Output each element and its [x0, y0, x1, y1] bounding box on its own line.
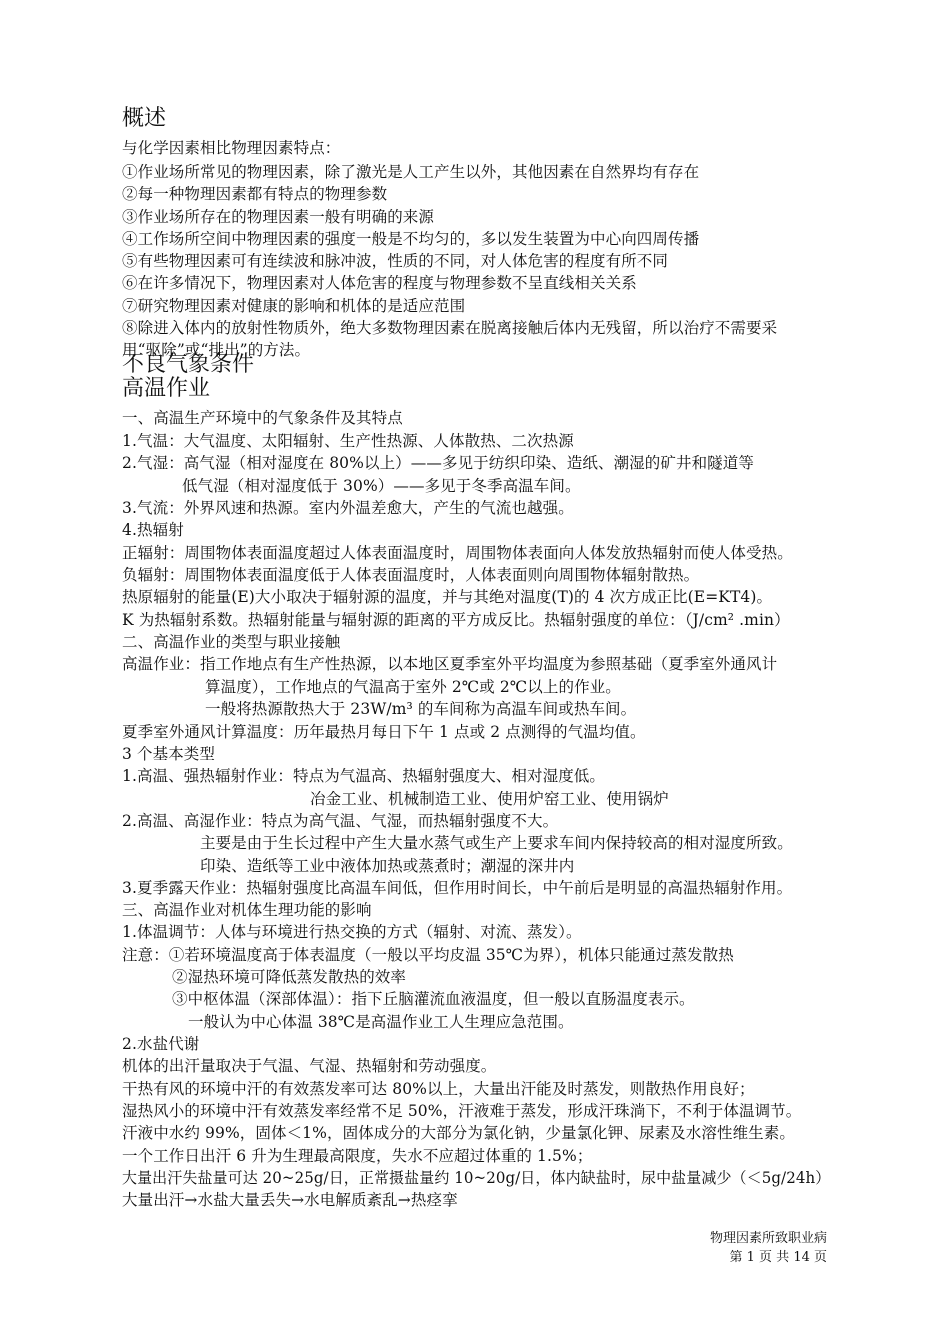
body-line: 夏季室外通风计算温度：历年最热月每日下午 1 点或 2 点测得的气温均值。	[122, 723, 646, 741]
body-line: ②湿热环境可降低蒸发散热的效率	[172, 968, 407, 986]
body-line: 2.水盐代谢	[122, 1035, 200, 1053]
overview-item: ⑧除进入体内的放射性物质外，绝大多数物理因素在脱离接触后体内无残留，所以治疗不需要采	[122, 319, 778, 337]
footer-doc-title: 物理因素所致职业病	[709, 1231, 827, 1246]
body-line: 印染、造纸等工业中液体加热或蒸煮时；潮湿的深井内	[200, 857, 575, 875]
body-line: 1.气温：大气温度、太阳辐射、生产性热源、人体散热、二次热源	[122, 432, 574, 450]
overview-item: ③作业场所存在的物理因素一般有明确的来源	[122, 208, 435, 226]
body-line: 2.气湿：高气湿（相对湿度在 80%以上）——多见于纺织印染、造纸、潮湿的矿井和隧道等	[122, 454, 754, 472]
body-line: 2.高温、高湿作业：特点为高气温、气湿，而热辐射强度不大。	[122, 812, 559, 830]
overview-item: 用“驱除”或“排出”的方法。	[122, 341, 311, 359]
body-line: 低气湿（相对湿度低于 30%）——多见于冬季高温车间。	[182, 477, 581, 495]
body-line: 负辐射：周围物体表面温度低于人体表面温度时，人体表面则向周围物体辐射散热。	[122, 566, 700, 584]
body-line: 高温作业：指工作地点有生产性热源，以本地区夏季室外平均温度为参照基础（夏季室外通风计	[122, 655, 778, 673]
overview-item: ⑥在许多情况下，物理因素对人体危害的程度与物理参数不呈直线相关关系	[122, 274, 637, 292]
body-line: 4.热辐射	[122, 521, 184, 539]
body-line: 3 个基本类型	[122, 745, 215, 763]
body-line: 1.高温、强热辐射作业：特点为气温高、热辐射强度大、相对湿度低。	[122, 767, 605, 785]
body-line: 3.夏季露天作业：热辐射强度比高温车间低，但作用时间长，中午前后是明显的高温热辐射作用。	[122, 879, 793, 897]
body-line: ③中枢体温（深部体温）：指下丘脑灌流血液温度，但一般以直肠温度表示。	[172, 990, 695, 1008]
heading-line: 三、高温作业对机体生理功能的影响	[122, 901, 372, 919]
body-line: 一般认为中心体温 38℃是高温作业工人生理应急范围。	[188, 1013, 574, 1031]
body-line: 大量出汗失盐量可达 20~25g/日，正常摄盐量约 10~20g/日，体内缺盐时，尿中盐量减少（＜5g/24h）	[122, 1169, 831, 1187]
heading-line: 二、高温作业的类型与职业接触	[122, 633, 341, 651]
footer-page-number: 第 1 页 共 14 页	[729, 1250, 827, 1265]
section-title: 不良气象条件	[122, 352, 255, 377]
body-line: 干热有风的环境中汗的有效蒸发率可达 80%以上，大量出汗能及时蒸发，则散热作用良好；	[122, 1080, 755, 1098]
heading-line: 一、高温生产环境中的气象条件及其特点	[122, 409, 403, 427]
body-line: 3.气流：外界风速和热源。室内外温差愈大，产生的气流也越强。	[122, 499, 574, 517]
overview-item: ②每一种物理因素都有特点的物理参数	[122, 185, 388, 203]
body-line: 注意：①若环境温度高于体表温度（一般以平均皮温 35℃为界），机体只能通过蒸发散热	[122, 946, 734, 964]
body-line: 汗液中水约 99%，固体＜1%，固体成分的大部分为氯化钠，少量氯化钾、尿素及水溶性维生素。	[122, 1124, 795, 1142]
overview-intro: 与化学因素相比物理因素特点：	[122, 139, 341, 157]
body-line: 湿热风小的环境中汗有效蒸发率经常不足 50%，汗液难于蒸发，形成汗珠淌下，不利于体温调节。	[122, 1102, 802, 1120]
body-line: 主要是由于生长过程中产生大量水蒸气或生产上要求车间内保持较高的相对湿度所致。	[200, 834, 793, 852]
subsection-title: 高温作业	[122, 376, 211, 401]
body-line: 一个工作日出汗 6 升为生理最高限度，失水不应超过体重的 1.5%；	[122, 1147, 593, 1165]
body-line: K 为热辐射系数。热辐射能量与辐射源的距离的平方成反比。热辐射强度的单位：（J/cm² .min）	[122, 611, 790, 629]
overview-item: ⑦研究物理因素对健康的影响和机体的是适应范围	[122, 297, 466, 315]
body-line: 热原辐射的能量(E)大小取决于辐射源的温度，并与其绝对温度(T)的 4 次方成正比(E=KT4)。	[122, 588, 773, 606]
body-line: 一般将热源散热大于 23W/m³ 的车间称为高温车间或热车间。	[205, 700, 637, 718]
body-line: 冶金工业、机械制造工业、使用炉窑工业、使用锅炉	[310, 790, 669, 808]
body-line: 大量出汗→水盐大量丢失→水电解质紊乱→热痉挛	[122, 1191, 458, 1209]
body-line: 机体的出汗量取决于气温、气湿、热辐射和劳动强度。	[122, 1057, 497, 1075]
overview-title: 概述	[122, 106, 167, 131]
body-line: 1.体温调节：人体与环境进行热交换的方式（辐射、对流、蒸发）。	[122, 923, 582, 941]
body-line: 正辐射：周围物体表面温度超过人体表面温度时，周围物体表面向人体发放热辐射而使人体受热。	[122, 544, 793, 562]
overview-item: ④工作场所空间中物理因素的强度一般是不均匀的，多以发生装置为中心向四周传播	[122, 230, 700, 248]
body-line: 算温度），工作地点的气温高于室外 2℃或 2℃以上的作业。	[205, 678, 621, 696]
overview-item: ①作业场所常见的物理因素，除了激光是人工产生以外，其他因素在自然界均有存在	[122, 163, 700, 181]
overview-item: ⑤有些物理因素可有连续波和脉冲波，性质的不同，对人体危害的程度有所不同	[122, 252, 669, 270]
